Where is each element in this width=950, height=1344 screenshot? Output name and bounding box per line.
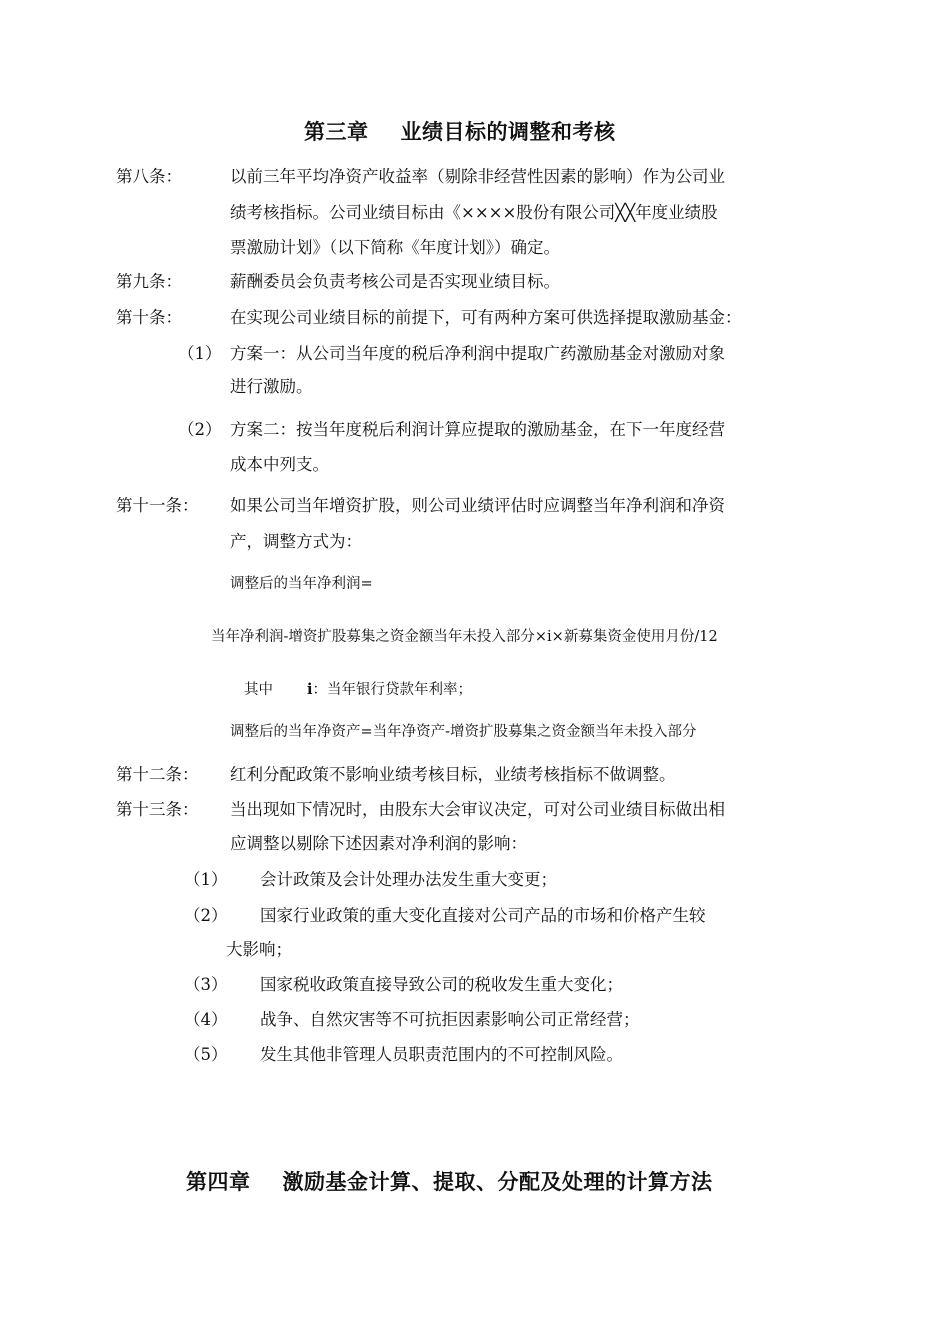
list-item-text: 发生其他非管理人员职责范围内的不可控制风险。 <box>260 1045 623 1064</box>
formula-line: 调整后的当年净资产=当年净资产-增资扩股募集之资金额当年未投入部分 <box>230 724 697 740</box>
list-item-text: 进行激励。 <box>230 377 313 396</box>
list-item-number: （2） <box>178 420 222 439</box>
article-text-line: 当出现如下情况时，由股东大会审议决定，可对公司业绩目标做出相 <box>230 800 725 819</box>
list-item-text: 国家行业政策的重大变化直接对公司产品的市场和价格产生较 <box>260 906 706 925</box>
list-item-text: 方案二：按当年度税后利润计算应提取的激励基金，在下一年度经营 <box>230 420 725 439</box>
article-text-line: 产，调整方式为： <box>230 532 362 551</box>
list-item-text: 大影响； <box>226 940 292 959</box>
article-text-line: 如果公司当年增资扩股，则公司业绩评估时应调整当年净利润和净资 <box>230 496 725 515</box>
article-label: 第十二条： <box>116 765 199 784</box>
article-text-line: 以前三年平均净资产收益率（剔除非经营性因素的影响）作为公司业 <box>230 167 725 186</box>
article-text-line: 绩考核指标。公司业绩目标由《××××股份有限公司╳╳年度业绩股 <box>230 203 718 222</box>
note-variable: i <box>307 681 313 698</box>
list-item-number: （5） <box>184 1045 228 1064</box>
chapter-heading <box>304 116 616 146</box>
list-item-number: （1） <box>178 344 222 363</box>
list-item-text: 方案一：从公司当年度的税后净利润中提取广药激励基金对激励对象 <box>230 344 725 363</box>
article-label: 第九条： <box>116 272 182 291</box>
chapter-title: 业绩目标的调整和考核 <box>400 120 616 144</box>
list-item-number: （4） <box>184 1010 228 1029</box>
list-item-text: 成本中列支。 <box>230 455 329 474</box>
formula-head: 调整后的当年净利润= <box>230 576 373 592</box>
formula-body: 当年净利润-增资扩股募集之资金额当年未投入部分×i×新募集资金使用月份/12 <box>211 629 718 645</box>
article-text-line: 在实现公司业绩目标的前提下，可有两种方案可供选择提取激励基金： <box>230 308 742 327</box>
article-label: 第十条： <box>116 308 182 327</box>
chapter-title: 激励基金计算、提取、分配及处理的计算方法 <box>282 1170 713 1194</box>
article-text-line: 薪酬委员会负责考核公司是否实现业绩目标。 <box>230 272 560 291</box>
article-label: 第八条： <box>116 167 182 186</box>
chapter-heading <box>186 1166 713 1196</box>
chapter-label: 第三章 <box>304 120 369 144</box>
list-item-number: （2） <box>184 906 228 925</box>
article-label: 第十一条： <box>116 496 199 515</box>
list-item-number: （3） <box>184 975 228 994</box>
article-label: 第十三条： <box>116 800 199 819</box>
article-text-line: 红利分配政策不影响业绩考核目标，业绩考核指标不做调整。 <box>230 765 676 784</box>
list-item-text: 国家税收政策直接导致公司的税收发生重大变化； <box>260 975 623 994</box>
note-text: ：当年银行贷款年利率； <box>312 682 473 698</box>
article-text-line: 应调整以剔除下述因素对净利润的影响： <box>230 834 527 853</box>
list-item-text: 战争、自然灾害等不可抗拒因素影响公司正常经营； <box>260 1010 640 1029</box>
formula-note <box>244 678 472 699</box>
list-item-text: 会计政策及会计处理办法发生重大变更； <box>260 870 557 889</box>
list-item-number: （1） <box>184 870 228 889</box>
article-text-line: 票激励计划》（以下简称《年度计划》）确定。 <box>230 238 560 257</box>
note-label: 其中 <box>244 682 273 698</box>
chapter-label: 第四章 <box>186 1170 251 1194</box>
